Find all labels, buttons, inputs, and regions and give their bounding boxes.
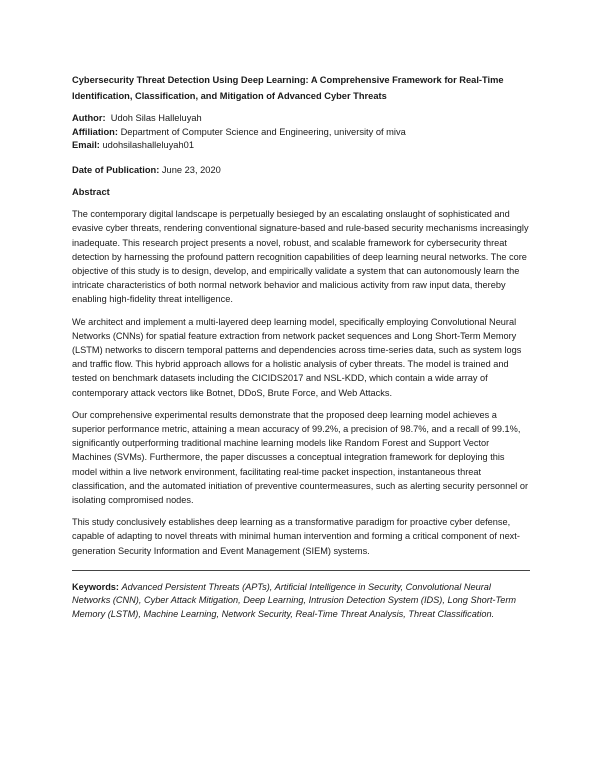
keywords-list: Advanced Persistent Threats (APTs), Artificial Intelligence in Security, Convolutional Neural Networks (CNN), Cyber Attack Mitigation, Deep Learning, Intrusion Detection System (IDS), Long Short-Term Memory (LSTM), Machine Learning, Network Security, Real-Time Threat Analysis, Threat Classification. [72,581,517,619]
email-value: udohsilashalleluyah01 [102,140,194,151]
date-value: June 23, 2020 [161,165,221,176]
email-label: Email: [72,140,100,151]
abstract-paragraph-1: The contemporary digital landscape is perpetually besieged by an escalating onslaught of sophisticated and evasive cyber threats, rendering conventional signature-based and rule-based security mechanisms increasingly inadequate. This research project presents a novel, robust, and scalable framework for cybersecurity threat detection by harnessing the profound pattern recognition capabilities of deep learning neural networks. The core objective of this study is to design, develop, and empirically validate a system that can autonomously learn the intricate characteristics of both normal network behavior and malicious activity from raw input data, thereby enabling high-fidelity threat intelligence. [72,209,529,305]
abstract-heading: Abstract [72,187,110,198]
affiliation-value: Department of Computer Science and Engineering, university of miva [120,126,406,137]
author-label: Author: [72,113,106,123]
section-divider [72,570,530,571]
abstract-paragraph-4: This study conclusively establishes deep learning as a transformative paradigm for proactive cyber defense, capable of adapting to novel threats with minimal human intervention and forming a critical component of next-generation Security Information and Event Management (SIEM) systems. [72,517,520,556]
paper-page [72,72,530,621]
keywords-label: Keywords: [72,581,119,592]
author-line [72,112,530,126]
abstract-paragraph-3: Our comprehensive experimental results demonstrate that the proposed deep learning model achieves a superior performance metric, attaining a mean accuracy of 99.2%, a precision of 98.7%, and a recall of 99.1%, significantly outperforming traditional machine learning models like Random Forest and Support Vector Machines (SVMs). Furthermore, the paper discusses a conceptual integration framework for deploying this model within a live network environment, facilitating real-time packet inspection, instantaneous threat classification, and the automated initiation of preventive countermeasures, such as alerting security personnel or isolating compromised nodes. [72,409,529,505]
date-label: Date of Publication: [72,165,160,176]
affiliation-line [72,126,530,140]
abstract-paragraph-2: We architect and implement a multi-layered deep learning model, specifically employing Convolutional Neural Networks (CNNs) for spatial feature extraction from network packet sequences and Long Short-Term Memory (LSTM) networks to discern temporal patterns and dependencies across time-series data, such as system logs and traffic flow. This hybrid approach allows for a holistic analysis of cyber threats. The model is trained and tested on benchmark datasets including the CICIDS2017 and NSL-KDD, which contain a wide array of contemporary attack vectors like Botnet, DDoS, Brute Force, and Web Attacks. [72,316,522,398]
paper-title: Cybersecurity Threat Detection Using Deep Learning: A Comprehensive Framework for Real-Time Identification, Classification, and Mitigation of Advanced Cyber Threats [72,75,504,101]
keywords-block [72,581,530,622]
email-line [72,139,530,153]
affiliation-label: Affiliation: [72,126,118,137]
author-name: Udoh Silas Halleluyah [110,113,202,123]
publication-date-line [72,163,530,177]
